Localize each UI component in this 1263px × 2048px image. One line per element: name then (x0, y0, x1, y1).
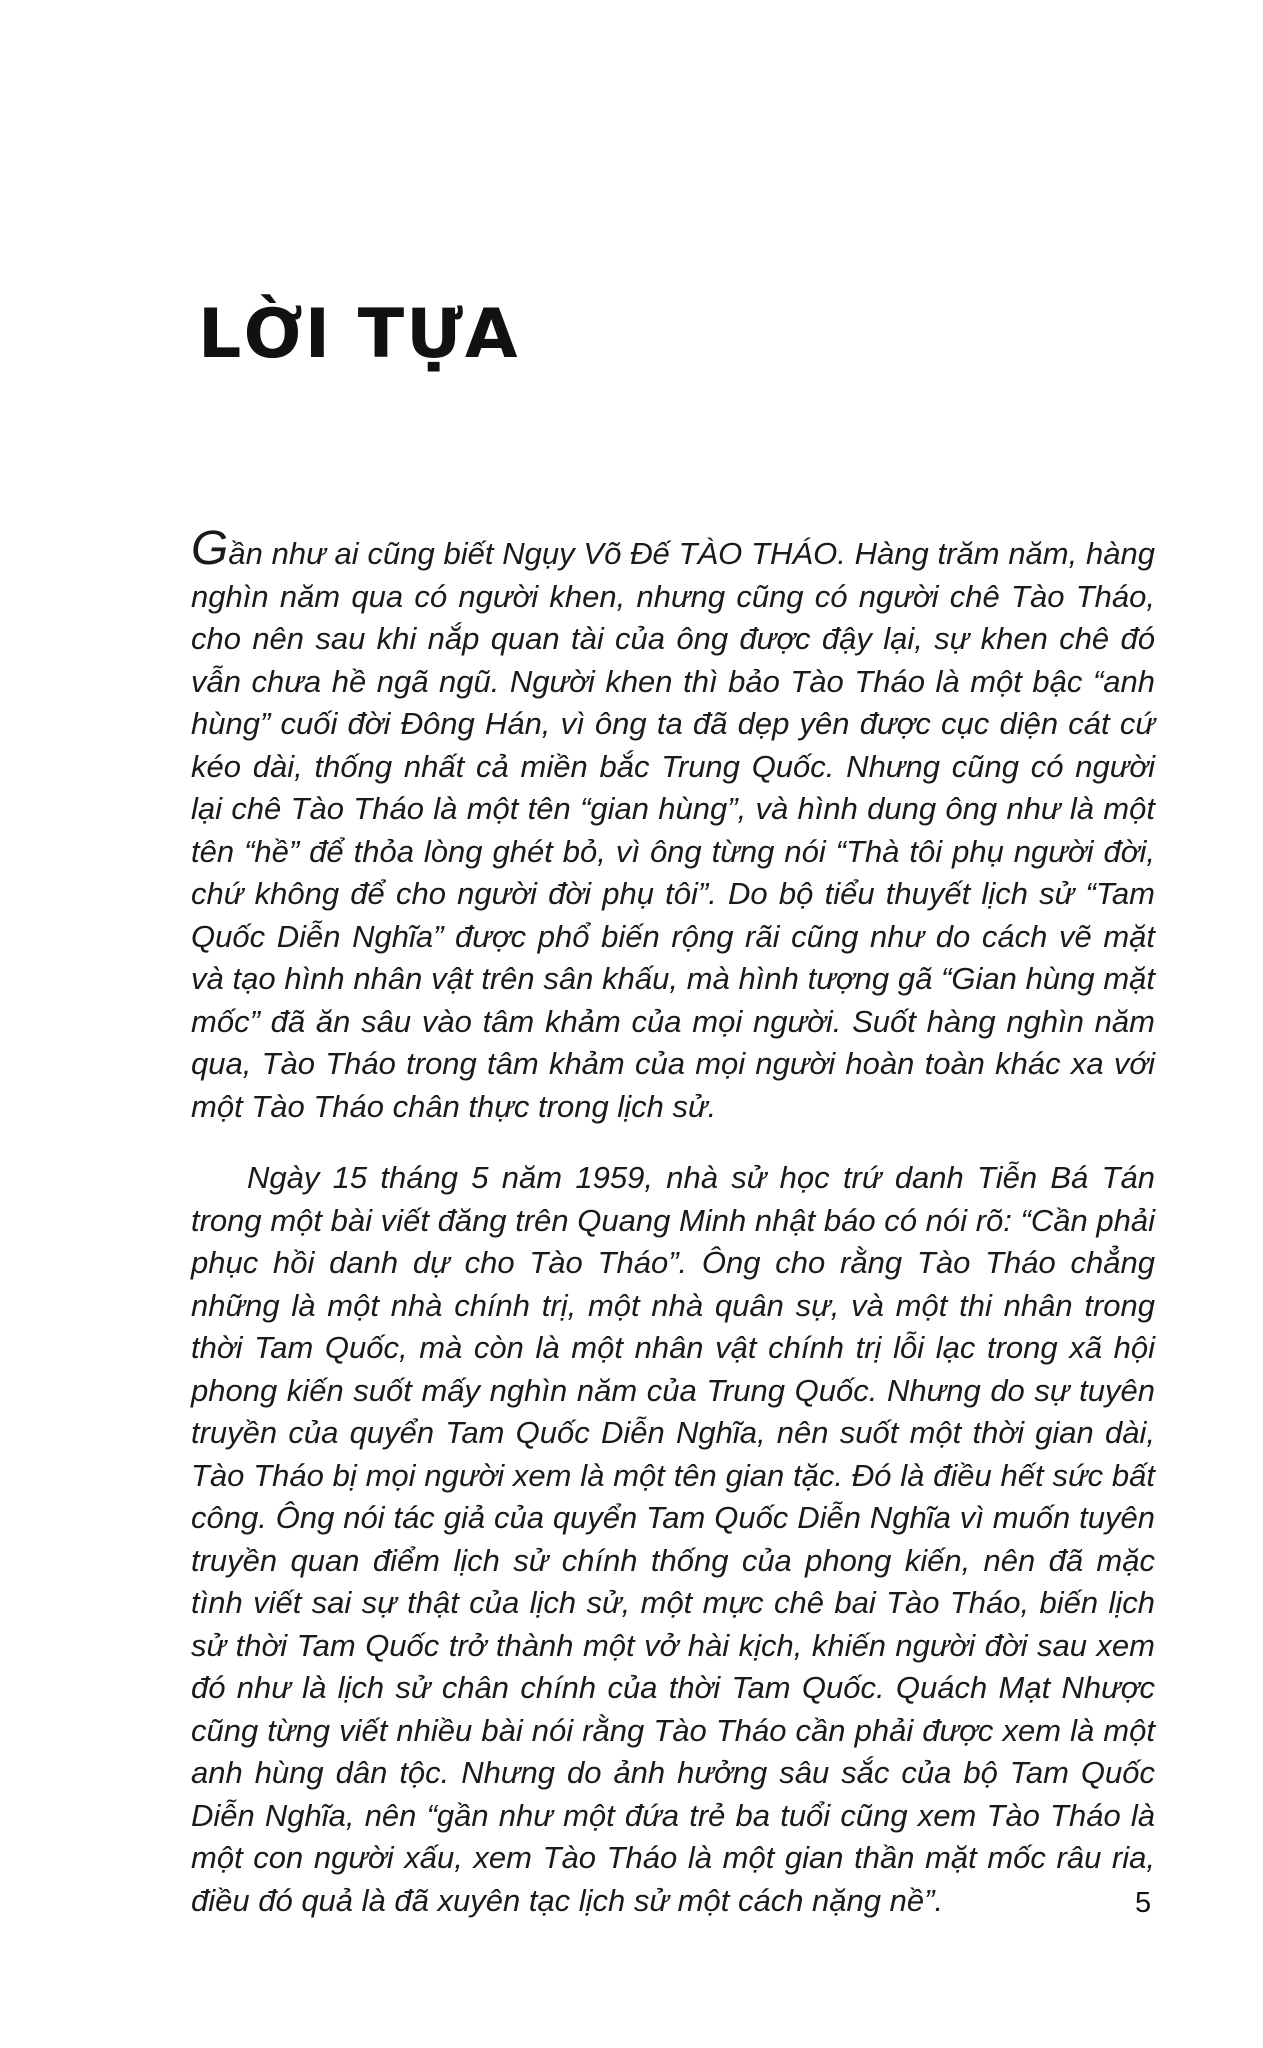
chapter-heading: LỜI TỰA (198, 295, 520, 374)
drop-cap: G (191, 522, 229, 575)
paragraph-1-text: ần như ai cũng biết Ngụy Võ Đế TÀO THÁO. Hàng trăm năm, hàng nghìn năm qua có người khen, nhưng cũng có người chê Tào Tháo, cho nên sau khi nắp quan tài của ông được đậy lại, sự khen chê đó vẫn chưa hề ngã ngũ. Người khen thì bảo Tào Tháo là một bậc “anh hùng” cuối đời Đông Hán, vì ông ta đã dẹp yên được cục diện cát cứ kéo dài, thống nhất cả miền bắc Trung Quốc. Nhưng cũng có người lại chê Tào Tháo là một tên “gian hùng”, và hình dung ông như là một tên “hề” để thỏa lòng ghét bỏ, vì ông từng nói “Thà tôi phụ người đời, chứ không để cho người đời phụ tôi”. Do bộ tiểu thuyết lịch sử “Tam Quốc Diễn Nghĩa” được phổ biến rộng rãi cũng như do cách vẽ mặt và tạo hình nhân vật trên sân khấu, mà hình tượng gã “Gian hùng mặt mốc” đã ăn sâu vào tâm khảm của mọi người. Suốt hàng nghìn năm qua, Tào Tháo trong tâm khảm của mọi người hoàn toàn khác xa với một Tào Tháo chân thực trong lịch sử. (191, 536, 1155, 1124)
paragraph-2: Ngày 15 tháng 5 năm 1959, nhà sử học trứ danh Tiễn Bá Tán trong một bài viết đăng trên Quang Minh nhật báo có nói rõ: “Cần phải phục hồi danh dự cho Tào Tháo”. Ông cho rằng Tào Tháo chẳng những là một nhà chính trị, một nhà quân sự, và một thi nhân trong thời Tam Quốc, mà còn là một nhân vật chính trị lỗi lạc trong xã hội phong kiến suốt mấy nghìn năm của Trung Quốc. Nhưng do sự tuyên truyền của quyển Tam Quốc Diễn Nghĩa, nên suốt một thời gian dài, Tào Tháo bị mọi người xem là một tên gian tặc. Đó là điều hết sức bất công. Ông nói tác giả của quyển Tam Quốc Diễn Nghĩa vì muốn tuyên truyền quan điểm lịch sử chính thống của phong kiến, nên đã mặc tình viết sai sự thật của lịch sử, một mực chê bai Tào Tháo, biến lịch sử thời Tam Quốc trở thành một vở hài kịch, khiến người đời sau xem đó như là lịch sử chân chính của thời Tam Quốc. Quách Mạt Nhược cũng từng viết nhiều bài nói rằng Tào Tháo cần phải được xem là một anh hùng dân tộc. Nhưng do ảnh hưởng sâu sắc của bộ Tam Quốc Diễn Nghĩa, nên “gần như một đứa trẻ ba tuổi cũng xem Tào Tháo là một con người xấu, xem Tào Tháo là một gian thần mặt mốc râu ria, điều đó quả là đã xuyên tạc lịch sử một cách nặng nề”. (191, 1160, 1155, 1918)
paragraph-1 (191, 522, 1155, 1128)
page-number: 5 (1135, 1887, 1152, 1919)
preface-body (191, 522, 1155, 1922)
